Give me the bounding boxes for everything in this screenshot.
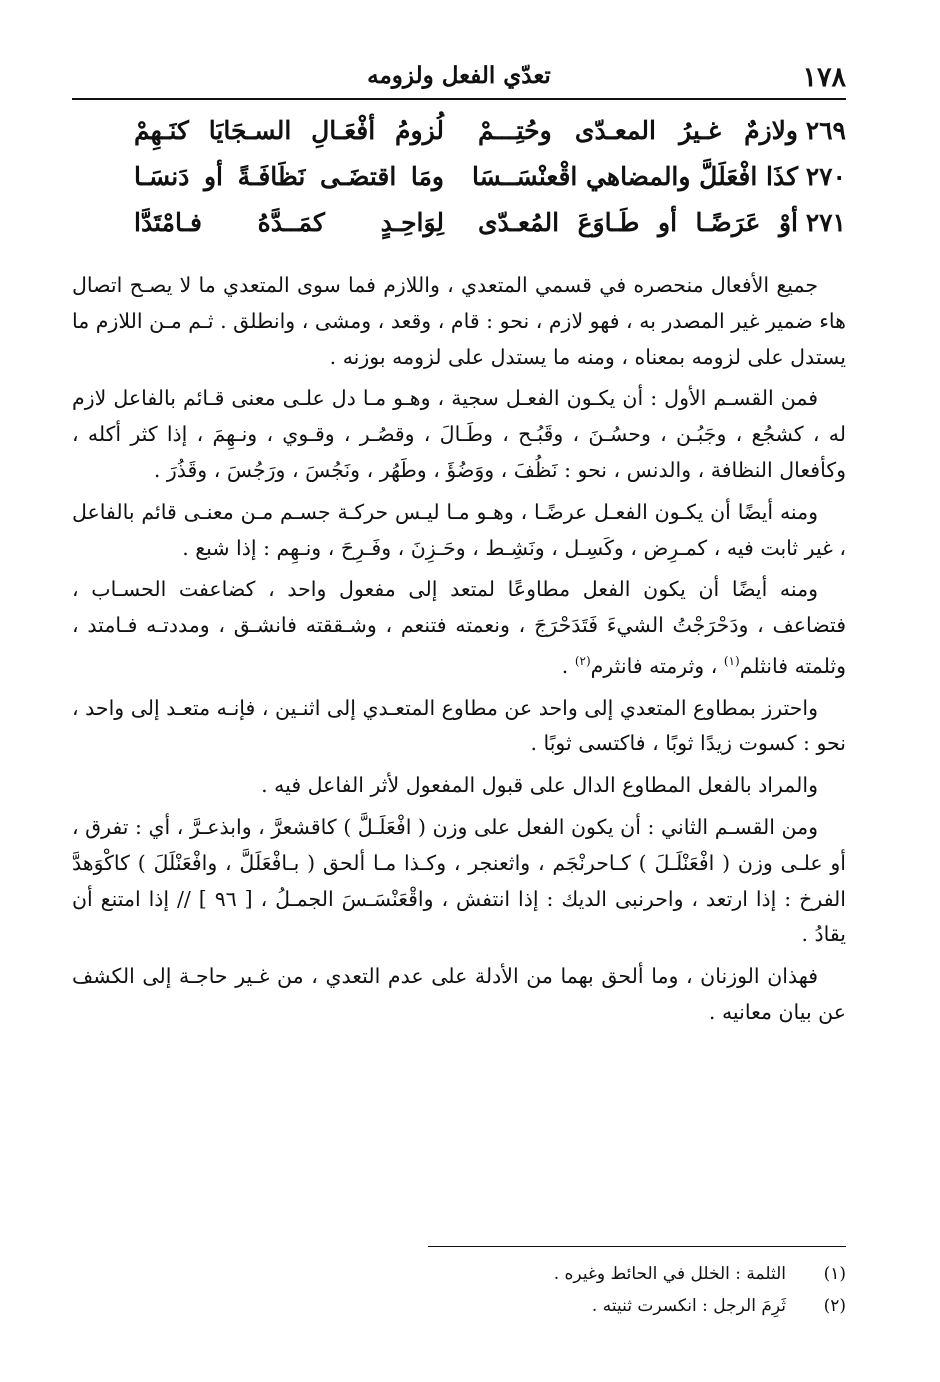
page-number: ١٧٨ [802, 62, 846, 93]
paragraph: جميع الأفعال منحصره في قسمي المتعدي ، واللازم فما سوى المتعدي ما لا يصـح اتصال هاء ضمير غير المصدر به ، فهو لازم ، نحو : قام ، وقعد ، ومشى ، وانطلق . ثـم مـن اللازم ما يستدل على لزومه بمعناه ، ومنه ما يستدل على لزومه بوزنه . [72, 273, 846, 369]
verse-number: ٢٧٠ [805, 162, 846, 191]
paragraph: واحترز بمطاوع المتعدي إلى واحد عن مطاوع المتعـدي إلى اثنـين ، فإنـه متعـد إلى واحد ، نحو : كسوت زيدًا ثوبًا ، فاكتسى ثوبًا . [72, 695, 846, 756]
verse-block [72, 110, 846, 248]
paragraph: ومنه أيضًا أن يكون الفعل مطاوعًا لمتعد إلى مفعول واحد ، كضاعفت الحسـاب ، فتضاعف ، ودَحْرَجْتُ الشيءَ فَتَدَحْرَجَ ، ونعمته فتنعم ، وشـققته فانشـق ، ومددتـه فـامتد ، وثلمته فانثلم$^{(١)}$ ، وثرمته فانثرم$^{(٢)}$ . [72, 577, 846, 678]
verse-second-hemistich: لِوَاحِـدٍ كمَــدَّهُ فـامْتَدَّا [134, 208, 444, 237]
paragraph: فمن القسـم الأول : أن يكـون الفعـل سجية ، وهـو مـا دل علـى معنى قـائم بالفاعل لازم له ، كشجُع ، وجَبُـن ، وحسُـنَ ، وقَبُـح ، وطَـالَ ، وقصُـر ، وقـوي ، ونـهِمَ ، إذا كثر أكله ، وكأفعال النظافة ، والدنس ، نحو : نَظُفَ ، ووَضُؤَ ، وطَهُر ، ونَجُسَ ، ورَجُسَ ، وقَذُرَ . [72, 386, 846, 482]
footnote-text: ثَرِمَ الرجل : انكسرت ثنيته . [591, 1296, 786, 1316]
verse-number: ٢٦٩ [805, 116, 846, 145]
footnote-divider [428, 1246, 846, 1247]
footnotes [72, 1258, 846, 1322]
header-divider [72, 98, 846, 100]
page-header [72, 58, 846, 98]
footnote-text: الثلمة : الخلل في الحائط وغيره . [553, 1264, 786, 1284]
verse-line [72, 156, 846, 202]
footnote [72, 1290, 846, 1322]
verse-line [72, 202, 846, 248]
paragraph: ومنه أيضًا أن يكـون الفعـل عرضًـا ، وهـو مـا ليـس حركـة جسـم مـن معنـى قائم بالفاعل ، غير ثابت فيه ، كمـرِض ، وكَسِـل ، ونَشِـط ، وحَـزِنَ ، وفَـرِحَ ، ونـهِم : إذا شبع . [72, 499, 846, 560]
paragraph: والمراد بالفعل المطاوع الدال على قبول المفعول لأثر الفاعل فيه . [261, 773, 818, 798]
running-title: تعدّي الفعل ولزومه [367, 62, 551, 89]
footnote-number: (١) [823, 1264, 846, 1284]
verse-first-hemistich: أوْ عَرَضًـا أو طَـاوَعَ المُعـدّى [478, 208, 798, 237]
verse-first-hemistich: كذَا افْعَلَلَّ والمضاهي اقْعنْسَــسَا [471, 162, 798, 191]
verse-first-hemistich: ولازمٌ غـيرُ المعـدّى وحُتِـــمْ [478, 116, 798, 145]
commentary-body [72, 268, 846, 1037]
paragraph: ومن القسـم الثاني : أن يكون الفعل على وزن ( افْعَلَـلَّ ) كاقشعرَّ ، وابذعـرَّ ، أي : تفرق ، أو علـى وزن ( افْعَنْلَـلَ ) كـاحرنْجَم ، واثعنجر ، وكـذا مـا ألحق ( بـافْعَلَلَّ ، وافْعَنْلَلَ ) كاكْوَهدَّ الفرخ : إذا ارتعد ، واحرنبى الديك : إذا انتفش ، واقْعَنْسَـسَ الجمـلُ ، [ ٩٦ ] // إذا امتنع أن يقادُ . [72, 814, 847, 947]
verse-line [72, 110, 846, 156]
verse-second-hemistich: لُزومُ أفْعَـالِ السـجَايَا كنَـهِمْ [134, 116, 444, 145]
verse-number: ٢٧١ [805, 208, 846, 237]
footnote [72, 1258, 846, 1290]
footnote-number: (٢) [823, 1296, 846, 1316]
paragraph: فهذان الوزنان ، وما ألحق بهما من الأدلة على عدم التعدي ، من غـير حاجـة إلى الكشف عن بيان معانيه . [72, 964, 846, 1024]
verse-second-hemistich: ومَا اقتضَـى نَظَافَـةً أو دَنسَـا [134, 162, 444, 191]
